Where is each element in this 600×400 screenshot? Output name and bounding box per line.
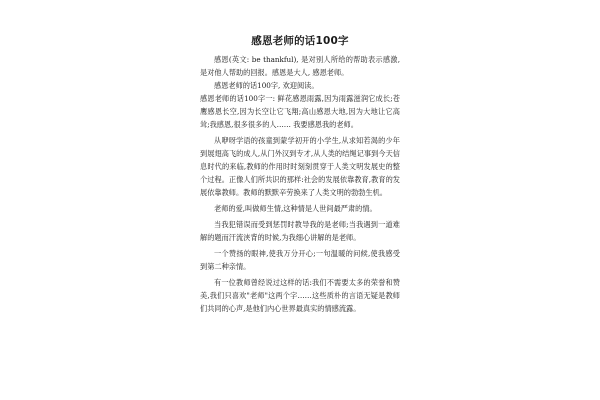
paragraph-quote: 有一位教师曾经说过这样的话:我们不需要太多的荣誉和赞美,我们只喜欢"老师"这两个字……这些质朴的言语无疑是教师们共同的心声,是他们内心世界最真实的情感流露。 <box>200 278 400 313</box>
paragraph-teacher-role: 从咿呀学语的孩童到蒙学初开的小学生,从求知若渴的少年到展翅高飞的成人,从门外汉到专才,从人类的结绳记事到今天信息时代的来临,教师的作用时时刻刻贯穿于人类文明发展史的整个过程。正像人们所共识的那样:社会的发展依靠教育,教育的发展依靠教师。教师的默默辛劳换来了人类文明的勃勃生机。 <box>200 136 400 197</box>
page-title: 感恩老师的话100字 <box>251 35 349 47</box>
paragraph-praise: 一个赞扬的眼神,使我万分开心;一句温暖的问候,使我感受到第二种亲情。 <box>200 249 400 271</box>
paragraph-teacher-love: 老师的爱,叫做师生情,这种情是人世间最严肃的情。 <box>214 204 377 213</box>
document-page <box>200 34 400 315</box>
paragraph-intro: 感恩老师的话100字, 欢迎阅读。 <box>214 81 319 90</box>
paragraph-definition: 感恩(英文: be thankful), 是对别人所给的帮助表示感激, 是对他人帮助的回报。感恩是大人, 感恩老师。 <box>200 55 400 77</box>
paragraph-part-one: 感恩老师的话100字一: 鲜花感恩雨露,因为雨露滋润它成长;苍鹰感恩长空,因为长空让它飞翔;高山感恩大地,因为大地让它高耸;我感恩,很多很多的人…… 我要感恩我的老师。 <box>200 94 400 129</box>
paragraph-mistakes: 当我犯错误而受到惩罚时教导我的是老师;当我遇到一道难解的题而汗流浃背的时候,为我细心讲解的是老师。 <box>200 220 400 242</box>
